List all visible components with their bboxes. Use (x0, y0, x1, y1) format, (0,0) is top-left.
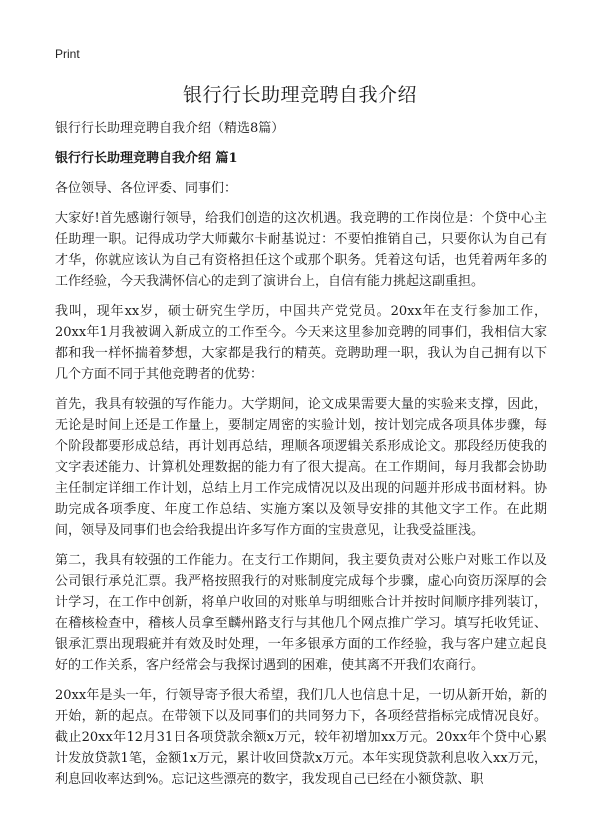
document-body (55, 118, 547, 799)
paragraph-results: 20xx年是头一年，行领导寄予很大希望，我们几人也信息十足，一切从新开始，新的开始，新的起点。在带领下以及同事们的共同努力下，各项经营指标完成情况良好。截止20xx年12月31日各项贷款余额x万元，较年初增加xx万元。20xx年个贷中心累计发放贷款1笔，金额1x万元，累计收回贷款x万元。本年实现贷款利息收入xx万元，利息回收率达到%。忘记这些漂亮的数字，我发现自己已经在小额贷款、职 (55, 688, 547, 787)
paragraph-writing-ability: 首先，我具有较强的写作能力。大学期间，论文成果需要大量的实验来支撑，因此，无论是时间上还是工作量上，要制定周密的实验计划，按计划完成各项具体步骤，每个阶段都要形成总结，再计划再总结，理顺各项逻辑关系形成论文。那段经历使我的文字表述能力、计算机处理数据的能力有了很大提高。在工作期间，每月我都会协助主任制定详细工作计划，总结上月工作完成情况以及出现的问题并形成书面材料。协助完成各项季度、年度工作总结、实施方案以及领导安排的其他文字工作。在此期间，领导及同事们也会给我提出许多写作方面的宝贵意见，让我受益匪浅。 (55, 397, 547, 538)
document-subtitle: 银行行长助理竞聘自我介绍（精选8篇） (55, 121, 285, 136)
print-label[interactable]: Print (55, 47, 80, 61)
paragraph-intro: 大家好!首先感谢行领导，给我们创造的这次机遇。我竞聘的工作岗位是：个贷中心主任助理一职。记得成功学大师戴尔卡耐基说过：不要怕推销自己，只要你认为自己有才华，你就应该认为自己有资格担任这个或那个职务。凭着这句话，也凭着两年多的工作经验，今天我满怀信心的走到了演讲台上，自信有能力挑起这副重担。 (55, 211, 547, 289)
section-heading: 银行行长助理竞聘自我介绍 篇1 (55, 151, 238, 166)
paragraph-work-ability: 第二，我具有较强的工作能力。在支行工作期间，我主要负责对公账户对账工作以及公司银行承兑汇票。我严格按照我行的对账制度完成每个步骤，虚心向资历深厚的会计学习，在工作中创新，将单户收回的对账单与明细账合计并按时间顺序排列装订，在稽核检查中，稽核人员拿至麟州路支行与其他几个网点推广学习。填写托收凭证、银承汇票出现瑕疵并有效及时处理，一年多银承方面的工作经验，我与客户建立起良好的工作关系，客户经常会与我探讨遇到的困难，使其离不开我们农商行。 (55, 553, 547, 673)
document-title: 银行行长助理竞聘自我介绍 (182, 84, 417, 106)
paragraph-greeting: 各位领导、各位评委、同事们： (55, 181, 238, 196)
paragraph-self: 我叫，现年xx岁，硕士研究生学历，中国共产党党员。20xx年在支行参加工作，20xx年1月我被调入新成立的工作至今。今天来这里参加竞聘的同事们，我相信大家都和我一样怀揣着梦想，大家都是我行的精英。竞聘助理一职，我认为自己拥有以下几个方面不同于其他竞聘者的优势： (55, 304, 547, 382)
